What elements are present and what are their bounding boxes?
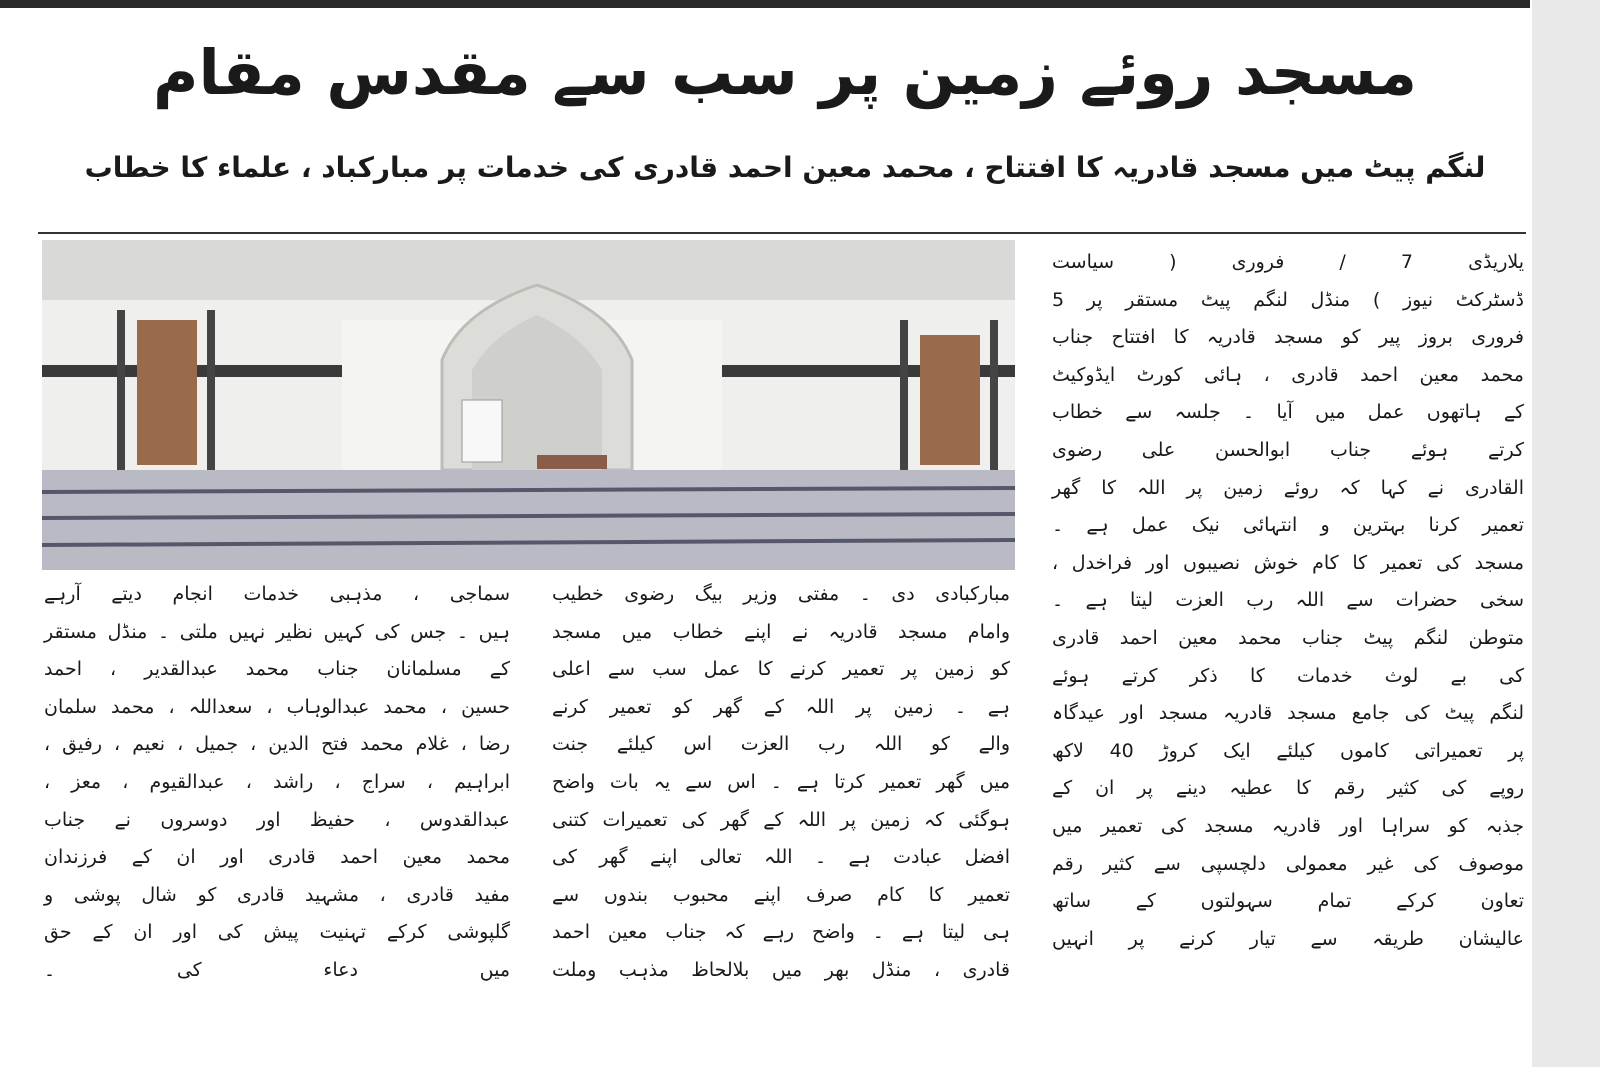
headline: مسجد روئے زمین پر سب سے مقدس مقام: [153, 36, 1417, 109]
article-line: کے ہاتھوں عمل میں آیا ۔ جلسہ سے خطاب: [1052, 401, 1524, 424]
article-line: رضا ، غلام محمد فتح الدین ، جمیل ، نعیم ، رفیق ،: [44, 733, 510, 756]
article-column-2: [552, 576, 1010, 990]
article-line: تعمیر کرنا بہترین و انتہائی نیک عمل ہے ۔: [1052, 514, 1524, 537]
article-line: ہوگئی کہ زمین پر اللہ کے گھر کی تعمیرات کتنی: [552, 808, 1010, 831]
article-line: جذبہ کو سراہا اور قادریہ مسجد کی تعمیر میں: [1052, 814, 1524, 837]
article-line: سماجی ، مذہبی خدمات انجام دیتے آرہے: [44, 583, 510, 605]
article-line: ابراہیم ، سراج ، راشد ، عبدالقیوم ، معز ،: [44, 770, 510, 793]
article-line: فروری بروز پیر کو مسجد قادریہ کا افتتاح جناب: [1052, 326, 1524, 349]
article-line: کرتے ہوئے جناب ابوالحسن علی رضوی: [1052, 438, 1524, 461]
page-edge: [1532, 0, 1600, 1067]
article-line: محمد معین احمد قادری اور ان کے فرزندان: [44, 846, 510, 869]
article-line: ہیں ۔ جس کی کہیں نظیر نہیں ملتی ۔ منڈل مستقر: [44, 620, 510, 643]
article-line: القادری نے کہا کہ روئے زمین پر اللہ کا گھر: [1052, 476, 1524, 499]
article-line: قادری ، منڈل بھر میں بلالحاظ مذہب وملت: [552, 958, 1010, 981]
article-line: یلاریڈی 7 / فروری ( سیاست: [1052, 251, 1525, 273]
article-line: گلپوشی کرکے تہنیت پیش کی اور ان کے حق: [44, 921, 510, 944]
article-line: تعاون کرکے تمام سہولتوں کے ساتھ: [1052, 890, 1524, 913]
article-line: متوطن لنگم پیٹ جناب محمد معین احمد قادری: [1052, 626, 1524, 649]
article-line: افضل عبادت ہے ۔ اللہ تعالی اپنے گھر کی: [552, 846, 1010, 869]
article-line: عبدالقدوس ، حفیظ اور دوسروں نے جناب: [44, 808, 510, 831]
article-line: موصوف کی غیر معمولی دلچسپی سے کثیر رقم: [1052, 852, 1524, 875]
article-column-1: [1052, 244, 1524, 958]
article-column-3: [44, 576, 510, 990]
article-line: کو زمین پر تعمیر کرنے کا عمل سب سے اعلی: [552, 658, 1010, 681]
article-line: میں دعاء کی ۔: [44, 958, 510, 981]
mosque-interior-photo: [42, 240, 1015, 570]
article-line: تعمیر کا کام صرف اپنے محبوب بندوں سے: [552, 883, 1010, 906]
article-line: ہے ۔ زمین پر اللہ کے گھر کو تعمیر کرنے: [552, 695, 1010, 718]
article-line: مبارکبادی دی ۔ مفتی وزیر بیگ رضوی خطیب: [552, 583, 1010, 605]
article-line: عالیشان طریقہ سے تیار کرنے پر انہیں: [1052, 927, 1524, 950]
article-line: محمد معین احمد قادری ، ہائی کورٹ ایڈوکیٹ: [1052, 363, 1524, 386]
article-line: حسین ، محمد عبدالوہاب ، سعداللہ ، محمد سلمان: [44, 695, 510, 718]
article-line: کی بے لوث خدمات کا ذکر کرتے ہوئے: [1052, 664, 1524, 687]
article-line: روپے کی کثیر رقم کا عطیہ دینے پر ان کے: [1052, 777, 1524, 800]
article-line: مسجد کی تعمیر کا کام خوش نصیبوں اور فراخدل ،: [1052, 551, 1524, 574]
divider: [38, 232, 1526, 234]
article-line: پر تعمیراتی کاموں کیلئے ایک کروڑ 40 لاکھ: [1052, 739, 1524, 762]
top-border: [0, 0, 1530, 8]
article-line: سخی حضرات سے اللہ رب العزت لیتا ہے ۔: [1052, 589, 1524, 612]
article-line: ہی لیتا ہے ۔ واضح رہے کہ جناب معین احمد: [552, 921, 1010, 944]
article-line: والے کو اللہ رب العزت اس کیلئے جنت: [552, 733, 1010, 756]
article-line: میں گھر تعمیر کرتا ہے ۔ اس سے یہ بات واضح: [552, 770, 1010, 793]
article-line: وامام مسجد قادریہ نے اپنے خطاب میں مسجد: [552, 620, 1010, 643]
article-line: لنگم پیٹ کی جامع مسجد قادریہ مسجد اور عیدگاہ: [1052, 702, 1524, 725]
article-line: مفید قادری ، مشہید قادری کو شال پوشی و: [44, 883, 510, 906]
subheadline: لنگم پیٹ میں مسجد قادریہ کا افتتاح ، محمد معین احمد قادری کی خدمات پر مبارکباد ، علماء کا خطاب: [84, 151, 1486, 184]
article-line: ڈسٹرکٹ نیوز ) منڈل لنگم پیٹ مستقر پر 5: [1052, 288, 1524, 311]
article-line: کے مسلمانان جناب محمد عبدالقدیر ، احمد: [44, 658, 510, 681]
